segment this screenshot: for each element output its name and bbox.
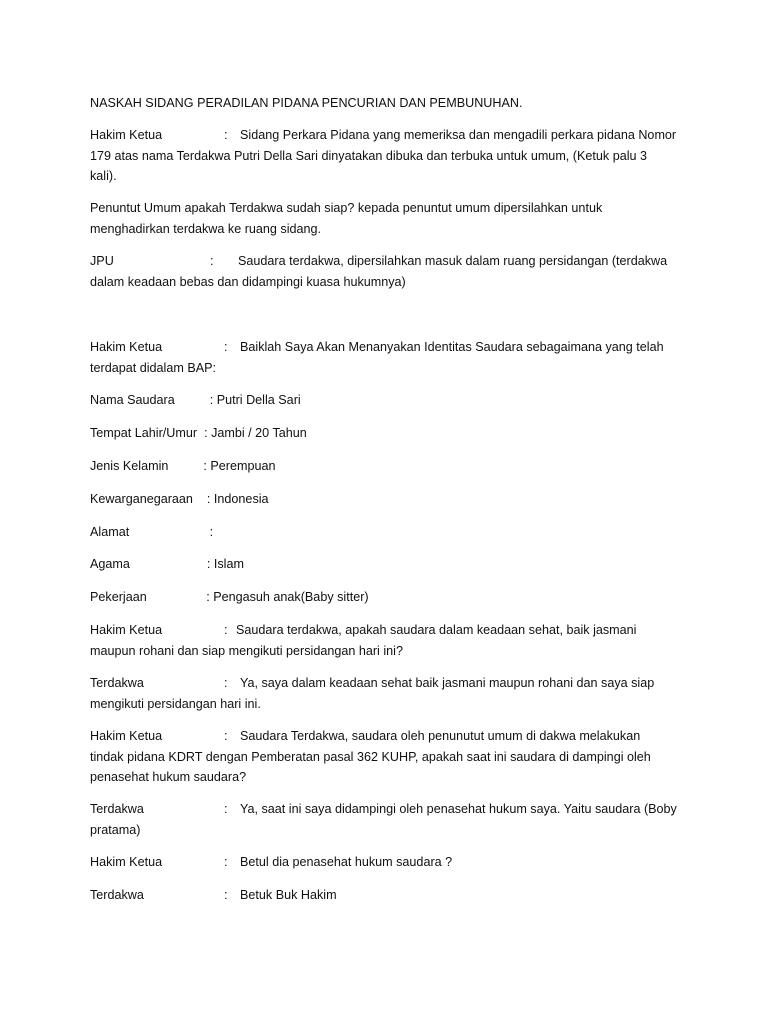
speaker-colon: : <box>224 676 228 690</box>
dialogue-text: Saudara terdakwa, apakah saudara dalam keadaan sehat, baik jasmani <box>236 623 637 637</box>
paragraph-penuntut-line1: Penuntut Umum apakah Terdakwa sudah siap? kepada penuntut umum dipersilahkan untuk <box>90 201 603 215</box>
speaker-label: Terdakwa <box>90 676 144 690</box>
dialogue-hakim-3-line2: maupun rohani dan siap mengikuti persidangan hari ini? <box>90 644 403 658</box>
dialogue-hakim-4-line1 <box>90 726 640 746</box>
speaker-colon: : <box>224 855 228 869</box>
dialogue-text: Baiklah Saya Akan Menanyakan Identitas Saudara sebagaimana yang telah <box>240 340 664 354</box>
dialogue-text: Betul dia penasehat hukum saudara ? <box>240 855 453 869</box>
speaker-label: Hakim Ketua <box>90 729 163 743</box>
dialogue-text: Sidang Perkara Pidana yang memeriksa dan mengadili perkara pidana Nomor <box>240 128 677 142</box>
dialogue-terdakwa-2-line1 <box>90 799 677 819</box>
dialogue-hakim-5 <box>90 852 452 872</box>
dialogue-hakim-4-line2: tindak pidana KDRT dengan Pemberatan pasal 362 KUHP, apakah saat ini saudara di dampingi oleh <box>90 750 651 764</box>
identity-agama: Agama : Islam <box>90 557 244 571</box>
speaker-colon: : <box>224 888 228 902</box>
identity-pekerjaan: Pekerjaan : Pengasuh anak(Baby sitter) <box>90 590 369 604</box>
dialogue-text: Saudara terdakwa, dipersilahkan masuk dalam ruang persidangan (terdakwa <box>238 254 668 268</box>
dialogue-hakim-2-line2: terdapat didalam BAP: <box>90 361 217 375</box>
speaker-label: Hakim Ketua <box>90 340 163 354</box>
dialogue-terdakwa-1-line2: mengikuti persidangan hari ini. <box>90 697 261 711</box>
dialogue-text: Saudara Terdakwa, saudara oleh penunutut umum di dakwa melakukan <box>240 729 641 743</box>
speaker-colon: : <box>224 128 228 142</box>
dialogue-jpu-line2: dalam keadaan bebas dan didampingi kuasa hukumnya) <box>90 275 406 289</box>
identity-alamat: Alamat : <box>90 525 214 539</box>
identity-jenis-kelamin: Jenis Kelamin : Perempuan <box>90 459 276 473</box>
dialogue-hakim-1-line2: 179 atas nama Terdakwa Putri Della Sari dinyatakan dibuka dan terbuka untuk umum, (Ketuk palu 3 <box>90 149 648 163</box>
speaker-colon: : <box>224 729 228 743</box>
identity-nama: Nama Saudara : Putri Della Sari <box>90 393 301 407</box>
dialogue-hakim-3-line1 <box>90 620 636 640</box>
dialogue-hakim-2-line1 <box>90 337 664 357</box>
dialogue-hakim-1-line3: kali). <box>90 169 117 183</box>
speaker-colon: : <box>224 802 228 816</box>
speaker-label: JPU <box>90 254 114 268</box>
speaker-label: Terdakwa <box>90 888 144 902</box>
identity-tempat-lahir: Tempat Lahir/Umur : Jambi / 20 Tahun <box>90 426 307 440</box>
dialogue-jpu-line1 <box>90 251 667 271</box>
speaker-colon: : <box>224 623 228 637</box>
dialogue-hakim-4-line3: penasehat hukum saudara? <box>90 770 247 784</box>
speaker-label: Hakim Ketua <box>90 128 163 142</box>
speaker-label: Hakim Ketua <box>90 855 163 869</box>
dialogue-text: Betuk Buk Hakim <box>240 888 337 902</box>
dialogue-terdakwa-2-line2: pratama) <box>90 823 141 837</box>
dialogue-text: Ya, saya dalam keadaan sehat baik jasmani maupun rohani dan saya siap <box>240 676 655 690</box>
speaker-label: Terdakwa <box>90 802 144 816</box>
paragraph-penuntut-line2: menghadirkan terdakwa ke ruang sidang. <box>90 222 322 236</box>
document-title: NASKAH SIDANG PERADILAN PIDANA PENCURIAN DAN PEMBUNUHAN. <box>90 96 523 110</box>
speaker-colon: : <box>224 340 228 354</box>
dialogue-terdakwa-1-line1 <box>90 673 654 693</box>
document-page <box>90 0 690 1024</box>
dialogue-terdakwa-3 <box>90 885 337 905</box>
identity-kewarganegaraan: Kewarganegaraan : Indonesia <box>90 492 269 506</box>
speaker-label: Hakim Ketua <box>90 623 163 637</box>
dialogue-text: Ya, saat ini saya didampingi oleh penasehat hukum saya. Yaitu saudara (Boby <box>240 802 677 816</box>
dialogue-hakim-1-line1 <box>90 125 676 145</box>
speaker-colon: : <box>210 254 214 268</box>
